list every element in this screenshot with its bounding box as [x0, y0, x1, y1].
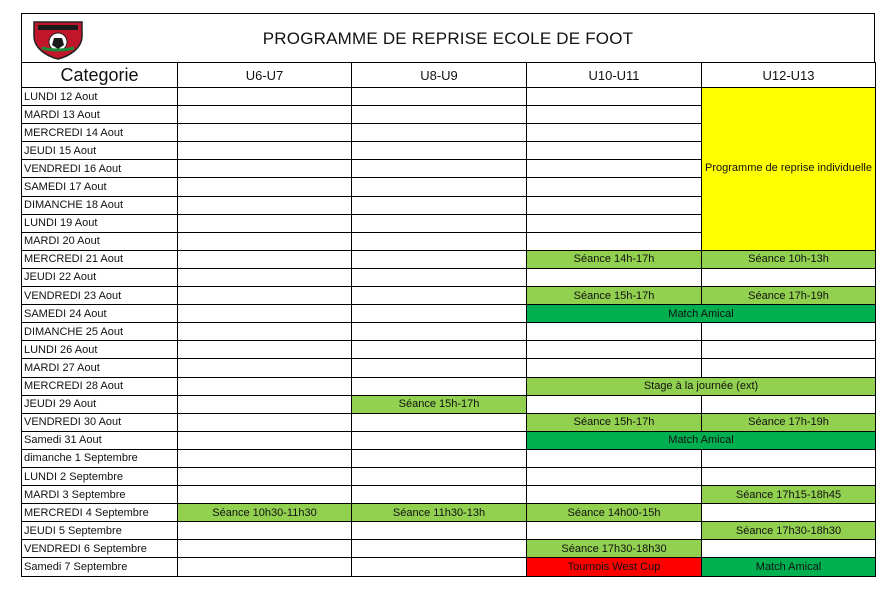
- cell: [527, 178, 702, 196]
- cell: [527, 522, 702, 540]
- day-label: MARDI 27 Aout: [22, 359, 178, 377]
- day-label: MARDI 13 Aout: [22, 106, 178, 124]
- cell: [527, 142, 702, 160]
- table-row: [22, 377, 876, 395]
- cell: [178, 522, 352, 540]
- day-label: MERCREDI 14 Aout: [22, 124, 178, 142]
- cell: [527, 232, 702, 250]
- event-u12-u13: Séance 10h-13h: [702, 250, 876, 268]
- table-row: [22, 250, 876, 268]
- table-row: [22, 486, 876, 504]
- event-stage-journee: Stage à la journée (ext): [527, 377, 876, 395]
- cell: [178, 305, 352, 323]
- cell: [352, 540, 527, 558]
- header-u10-u11: U10-U11: [527, 63, 702, 88]
- table-row: [22, 431, 876, 449]
- table-row: [22, 395, 876, 413]
- header-categorie: Categorie: [22, 63, 178, 88]
- cell: [527, 359, 702, 377]
- title-bar: [21, 13, 875, 63]
- day-label: VENDREDI 6 Septembre: [22, 540, 178, 558]
- event-u6-u7: Séance 10h30-11h30: [178, 504, 352, 522]
- cell: [178, 558, 352, 576]
- cell: [702, 341, 876, 359]
- day-label: MARDI 20 Aout: [22, 232, 178, 250]
- day-label: VENDREDI 16 Aout: [22, 160, 178, 178]
- cell: [527, 467, 702, 485]
- cell: [352, 287, 527, 305]
- header-u6-u7: U6-U7: [178, 63, 352, 88]
- cell: [527, 106, 702, 124]
- cell: [527, 323, 702, 341]
- cell: [352, 106, 527, 124]
- event-u12-u13: Séance 17h-19h: [702, 413, 876, 431]
- table-row: [22, 88, 876, 106]
- cell: [702, 467, 876, 485]
- cell: [702, 449, 876, 467]
- table-row: [22, 467, 876, 485]
- cell: [178, 413, 352, 431]
- cell: [527, 341, 702, 359]
- cell: [527, 124, 702, 142]
- cell: [178, 359, 352, 377]
- day-label: MERCREDI 4 Septembre: [22, 504, 178, 522]
- day-label: LUNDI 19 Aout: [22, 214, 178, 232]
- cell: [178, 124, 352, 142]
- table-row: [22, 341, 876, 359]
- cell: [178, 540, 352, 558]
- cell: [178, 268, 352, 286]
- cell: [178, 377, 352, 395]
- cell: [352, 431, 527, 449]
- cell: [527, 395, 702, 413]
- cell: [352, 196, 527, 214]
- cell: [527, 268, 702, 286]
- cell: [527, 214, 702, 232]
- cell: [352, 178, 527, 196]
- cell: [352, 88, 527, 106]
- cell: [352, 232, 527, 250]
- cell: [178, 196, 352, 214]
- event-u10-u11: Séance 15h-17h: [527, 287, 702, 305]
- cell: [702, 395, 876, 413]
- table-row: [22, 413, 876, 431]
- header-u8-u9: U8-U9: [352, 63, 527, 88]
- cell: [178, 486, 352, 504]
- day-label: SAMEDI 24 Aout: [22, 305, 178, 323]
- table-row: [22, 287, 876, 305]
- day-label: Samedi 31 Aout: [22, 431, 178, 449]
- cell: [352, 341, 527, 359]
- schedule-table: [21, 62, 876, 577]
- cell: [352, 142, 527, 160]
- cell: [352, 305, 527, 323]
- day-label: DIMANCHE 25 Aout: [22, 323, 178, 341]
- table-row: [22, 359, 876, 377]
- cell: [178, 232, 352, 250]
- cell: [352, 377, 527, 395]
- day-label: JEUDI 15 Aout: [22, 142, 178, 160]
- table-row: [22, 522, 876, 540]
- cell: [352, 124, 527, 142]
- cell: [527, 449, 702, 467]
- header-row: [22, 63, 876, 88]
- event-u8-u9: Séance 15h-17h: [352, 395, 527, 413]
- cell: [352, 467, 527, 485]
- event-tournoi-west-cup: Tournois West Cup: [527, 558, 702, 576]
- event-u8-u9: Séance 11h30-13h: [352, 504, 527, 522]
- event-u10-u11: Séance 17h30-18h30: [527, 540, 702, 558]
- cell: [702, 504, 876, 522]
- cell: [702, 359, 876, 377]
- day-label: MERCREDI 28 Aout: [22, 377, 178, 395]
- table-row: [22, 449, 876, 467]
- cell: [178, 142, 352, 160]
- cell: [178, 395, 352, 413]
- table-row: [22, 540, 876, 558]
- cell: [702, 540, 876, 558]
- cell: [352, 449, 527, 467]
- cell: [178, 467, 352, 485]
- day-label: LUNDI 26 Aout: [22, 341, 178, 359]
- table-row: [22, 323, 876, 341]
- event-u10-u11: Séance 15h-17h: [527, 413, 702, 431]
- cell: [178, 287, 352, 305]
- cell: [702, 323, 876, 341]
- event-match-amical: Match Amical: [527, 431, 876, 449]
- cell: [178, 178, 352, 196]
- day-label: JEUDI 29 Aout: [22, 395, 178, 413]
- cell: [527, 486, 702, 504]
- table-row: [22, 268, 876, 286]
- cell: [178, 160, 352, 178]
- day-label: LUNDI 12 Aout: [22, 88, 178, 106]
- cell: [178, 431, 352, 449]
- day-label: MARDI 3 Septembre: [22, 486, 178, 504]
- cell: [352, 522, 527, 540]
- day-label: VENDREDI 30 Aout: [22, 413, 178, 431]
- cell: [178, 449, 352, 467]
- event-match-amical: Match Amical: [527, 305, 876, 323]
- day-label: JEUDI 5 Septembre: [22, 522, 178, 540]
- cell: [178, 106, 352, 124]
- day-label: SAMEDI 17 Aout: [22, 178, 178, 196]
- event-u10-u11: Séance 14h-17h: [527, 250, 702, 268]
- u12-programme-block: Programme de reprise individuelle: [702, 88, 876, 251]
- cell: [178, 88, 352, 106]
- event-u12-u13: Séance 17h-19h: [702, 287, 876, 305]
- header-u12-u13: U12-U13: [702, 63, 876, 88]
- day-label: Samedi 7 Septembre: [22, 558, 178, 576]
- cell: [527, 88, 702, 106]
- day-label: dimanche 1 Septembre: [22, 449, 178, 467]
- day-label: DIMANCHE 18 Aout: [22, 196, 178, 214]
- cell: [702, 268, 876, 286]
- day-label: VENDREDI 23 Aout: [22, 287, 178, 305]
- cell: [178, 250, 352, 268]
- table-row: [22, 558, 876, 576]
- cell: [178, 341, 352, 359]
- day-label: JEUDI 22 Aout: [22, 268, 178, 286]
- event-u12-u13: Séance 17h15-18h45: [702, 486, 876, 504]
- day-label: LUNDI 2 Septembre: [22, 467, 178, 485]
- event-u10-u11: Séance 14h00-15h: [527, 504, 702, 522]
- event-match-amical: Match Amical: [702, 558, 876, 576]
- day-label: MERCREDI 21 Aout: [22, 250, 178, 268]
- cell: [352, 250, 527, 268]
- cell: [178, 214, 352, 232]
- cell: [527, 196, 702, 214]
- cell: [527, 160, 702, 178]
- table-row: [22, 305, 876, 323]
- event-u12-u13: Séance 17h30-18h30: [702, 522, 876, 540]
- cell: [352, 268, 527, 286]
- schedule-sheet: [21, 13, 877, 592]
- cell: [352, 323, 527, 341]
- cell: [352, 486, 527, 504]
- cell: [352, 160, 527, 178]
- cell: [178, 323, 352, 341]
- cell: [352, 413, 527, 431]
- cell: [352, 214, 527, 232]
- cell: [352, 359, 527, 377]
- cell: [352, 558, 527, 576]
- page-title: PROGRAMME DE REPRISE ECOLE DE FOOT: [262, 29, 634, 48]
- table-row: [22, 504, 876, 522]
